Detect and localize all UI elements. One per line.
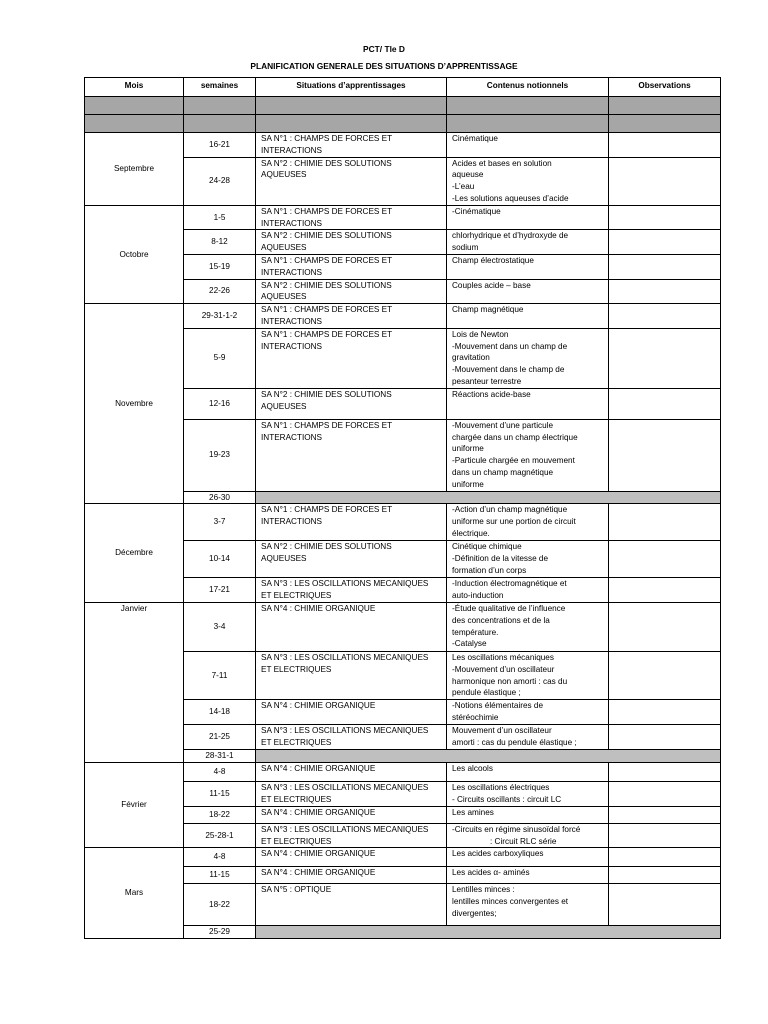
table-row [85, 304, 721, 329]
content-cell [447, 304, 609, 329]
situation-line: INTERACTIONS [261, 341, 322, 351]
situation-line: SA N°4 : CHIMIE ORGANIQUE [261, 849, 376, 859]
content-line: divergentes; [452, 908, 497, 918]
situation-line: ET ELECTRIQUES [261, 737, 332, 747]
holiday-cell [256, 749, 721, 762]
content-cell [447, 205, 609, 230]
weeks-cell: 11-15 [184, 781, 256, 806]
situation-cell [256, 781, 447, 806]
situation-line: SA N°4 : CHIMIE ORGANIQUE [261, 807, 376, 817]
situation-line: INTERACTIONS [261, 145, 322, 155]
content-cell [447, 388, 609, 419]
situation-line: SA N°5 : OPTIQUE [261, 885, 332, 895]
content-line: Les amines [452, 807, 494, 817]
situation-line: SA N°2 : CHIMIE DES SOLUTIONS [261, 542, 392, 552]
content-cell [447, 419, 609, 491]
content-cell [447, 578, 609, 603]
content-line: -Catalyse [452, 639, 487, 649]
content-line: Les acides carboxyliques [452, 849, 544, 859]
content-cell [447, 725, 609, 750]
situation-line: SA N°3 : LES OSCILLATIONS MECANIQUES [261, 824, 429, 834]
situation-line: AQUEUSES [261, 243, 307, 253]
observations-cell [609, 867, 721, 884]
weeks-cell: 4-8 [184, 848, 256, 867]
situation-line: INTERACTIONS [261, 218, 322, 228]
weeks-cell: 14-18 [184, 700, 256, 725]
situation-line: ET ELECTRIQUES [261, 794, 332, 804]
observations-cell [609, 823, 721, 848]
content-cell [447, 504, 609, 541]
observations-cell [609, 205, 721, 230]
content-line: stéréochimie [452, 712, 499, 722]
table-row [85, 602, 721, 651]
content-line: -Particule chargée en mouvement [452, 456, 575, 466]
month-cell: Novembre [85, 304, 184, 504]
content-line: Lentilles minces : [452, 885, 515, 895]
content-line: -L’eau [452, 182, 475, 192]
table-row [85, 848, 721, 867]
content-line: pesanteur terrestre [452, 376, 522, 386]
weeks-cell: 22-26 [184, 279, 256, 304]
observations-cell [609, 578, 721, 603]
weeks-cell: 10-14 [184, 541, 256, 578]
weeks-cell: 18-22 [184, 806, 256, 823]
content-line: -Mouvement d’un oscillateur [452, 664, 555, 674]
weeks-cell: 25-28-1 [184, 823, 256, 848]
content-cell [447, 254, 609, 279]
weeks-cell: 4-8 [184, 762, 256, 781]
content-line: aqueuse [452, 170, 484, 180]
weeks-cell: 11-15 [184, 867, 256, 884]
situation-line: SA N°1 : CHAMPS DE FORCES ET [261, 505, 393, 515]
observations-cell [609, 230, 721, 255]
content-line: pendule élastique ; [452, 688, 521, 698]
header-semaines: semaines [184, 78, 256, 97]
content-cell [447, 230, 609, 255]
content-line: Cinématique [452, 134, 498, 143]
grey-separator-row [85, 97, 721, 115]
content-line: -Action d’un champ magnétique [452, 505, 568, 515]
situation-cell [256, 279, 447, 304]
weeks-cell: 18-22 [184, 884, 256, 926]
weeks-cell: 17-21 [184, 578, 256, 603]
observations-cell [609, 541, 721, 578]
content-line: Champ magnétique [452, 305, 524, 315]
situation-line: INTERACTIONS [261, 267, 322, 277]
weeks-cell: 25-29 [184, 926, 256, 939]
weeks-cell: 3-4 [184, 602, 256, 651]
content-line: amorti : cas du pendule élastique ; [452, 737, 577, 747]
table-row [85, 133, 721, 158]
situation-line: AQUEUSES [261, 170, 307, 180]
content-line: -Définition de la vitesse de [452, 554, 549, 564]
document-subtitle: PLANIFICATION GENERALE DES SITUATIONS D’APPRENTISSAGE [250, 61, 518, 71]
grey-separator-row [85, 115, 721, 133]
content-line: -Notions élémentaires de [452, 701, 544, 711]
situation-line: SA N°1 : CHAMPS DE FORCES ET [261, 206, 393, 216]
content-cell [447, 762, 609, 781]
holiday-cell [256, 926, 721, 939]
observations-cell [609, 304, 721, 329]
header-contenus: Contenus notionnels [447, 78, 609, 97]
observations-cell [609, 388, 721, 419]
weeks-cell: 24-28 [184, 157, 256, 205]
situation-cell [256, 133, 447, 158]
planning-table [84, 77, 721, 939]
situation-cell [256, 602, 447, 651]
situation-cell [256, 806, 447, 823]
situation-cell [256, 867, 447, 884]
situation-cell [256, 762, 447, 781]
situation-line: SA N°2 : CHIMIE DES SOLUTIONS [261, 158, 392, 168]
situation-line: SA N°4 : CHIMIE ORGANIQUE [261, 603, 376, 613]
observations-cell [609, 651, 721, 699]
content-line: -Induction électromagnétique et [452, 579, 567, 589]
table-row [85, 504, 721, 541]
situation-cell [256, 205, 447, 230]
situation-line: SA N°4 : CHIMIE ORGANIQUE [261, 868, 376, 878]
content-line: chargée dans un champ électrique [452, 432, 578, 442]
situation-line: SA N°1 : CHAMPS DE FORCES ET [261, 420, 393, 430]
situation-cell [256, 230, 447, 255]
content-line: Les oscillations électriques [452, 782, 550, 792]
situation-line: SA N°1 : CHAMPS DE FORCES ET [261, 134, 393, 143]
content-line: -Cinématique [452, 206, 501, 216]
content-line: sodium [452, 243, 479, 253]
content-line: auto-induction [452, 591, 504, 601]
content-line: -Mouvement dans le champ de [452, 365, 565, 375]
content-line: Lois de Newton [452, 329, 509, 339]
observations-cell [609, 700, 721, 725]
situation-line: SA N°1 : CHAMPS DE FORCES ET [261, 255, 393, 265]
weeks-cell: 29-31-1-2 [184, 304, 256, 329]
content-line: -Mouvement d’une particule [452, 420, 554, 430]
situation-cell [256, 419, 447, 491]
observations-cell [609, 279, 721, 304]
content-line: dans un champ magnétique [452, 467, 554, 477]
situation-line: AQUEUSES [261, 292, 307, 302]
weeks-cell: 5-9 [184, 328, 256, 388]
content-line: -Les solutions aqueuses d’acide [452, 193, 569, 203]
situation-cell [256, 884, 447, 926]
content-line: électrique. [452, 528, 490, 538]
table-row [85, 762, 721, 781]
situation-line: INTERACTIONS [261, 517, 322, 527]
content-line: uniforme [452, 444, 484, 454]
observations-cell [609, 848, 721, 867]
situation-line: SA N°4 : CHIMIE ORGANIQUE [261, 763, 376, 773]
observations-cell [609, 806, 721, 823]
content-line: formation d’un corps [452, 565, 527, 575]
content-line: Les alcools [452, 763, 493, 773]
weeks-cell: 3-7 [184, 504, 256, 541]
content-cell [447, 541, 609, 578]
month-cell: Septembre [85, 133, 184, 206]
weeks-cell: 15-19 [184, 254, 256, 279]
situation-line: SA N°3 : LES OSCILLATIONS MECANIQUES [261, 726, 429, 736]
content-line: Mouvement d’un oscillateur [452, 726, 552, 736]
content-cell [447, 848, 609, 867]
observations-cell [609, 419, 721, 491]
month-cell: Février [85, 762, 184, 848]
content-line: Champ électrostatique [452, 255, 534, 265]
month-cell: Janvier [85, 602, 184, 762]
content-line: chlorhydrique et d’hydroxyde de [452, 231, 569, 241]
content-line: -Mouvement dans un champ de [452, 341, 568, 351]
observations-cell [609, 328, 721, 388]
weeks-cell: 19-23 [184, 419, 256, 491]
observations-cell [609, 157, 721, 205]
situation-cell [256, 328, 447, 388]
observations-cell [609, 781, 721, 806]
weeks-cell: 21-25 [184, 725, 256, 750]
content-line: - Circuits oscillants : circuit LC [452, 794, 562, 804]
content-cell [447, 651, 609, 699]
month-cell: Décembre [85, 504, 184, 603]
situation-cell [256, 848, 447, 867]
content-line: gravitation [452, 353, 490, 363]
content-line: des concentrations et de la [452, 615, 550, 625]
observations-cell [609, 254, 721, 279]
weeks-cell: 28-31-1 [184, 749, 256, 762]
content-line: Couples acide – base [452, 280, 531, 290]
weeks-cell: 7-11 [184, 651, 256, 699]
situation-cell [256, 157, 447, 205]
document-title: PCT/ Tle D [363, 44, 405, 54]
situation-line: SA N°1 : CHAMPS DE FORCES ET [261, 329, 393, 339]
table-header-row [85, 78, 721, 97]
content-line: Les acides α- aminés [452, 868, 530, 878]
header-observations: Observations [609, 78, 721, 97]
observations-cell [609, 725, 721, 750]
content-cell [447, 806, 609, 823]
weeks-cell: 16-21 [184, 133, 256, 158]
situation-cell [256, 651, 447, 699]
month-cell: Mars [85, 848, 184, 939]
situation-line: SA N°2 : CHIMIE DES SOLUTIONS [261, 280, 392, 290]
situation-line: SA N°3 : LES OSCILLATIONS MECANIQUES [261, 782, 429, 792]
situation-line: AQUEUSES [261, 401, 307, 411]
content-cell [447, 157, 609, 205]
situation-cell [256, 541, 447, 578]
content-cell [447, 133, 609, 158]
situation-line: INTERACTIONS [261, 432, 322, 442]
content-cell [447, 823, 609, 848]
content-cell [447, 700, 609, 725]
content-line: -Circuits en régime sinusoïdal forcé [452, 824, 581, 834]
situation-line: INTERACTIONS [261, 316, 322, 326]
content-line: uniforme [452, 479, 484, 489]
observations-cell [609, 504, 721, 541]
content-line: Cinétique chimique [452, 542, 522, 552]
situation-cell [256, 578, 447, 603]
situation-line: AQUEUSES [261, 554, 307, 564]
situation-line: SA N°2 : CHIMIE DES SOLUTIONS [261, 389, 392, 399]
content-cell [447, 867, 609, 884]
holiday-cell [256, 491, 721, 504]
situation-cell [256, 254, 447, 279]
situation-cell [256, 504, 447, 541]
situation-line: SA N°2 : CHIMIE DES SOLUTIONS [261, 231, 392, 241]
situation-cell [256, 725, 447, 750]
content-line: uniforme sur une portion de circuit [452, 517, 576, 527]
content-line: Réactions acide-base [452, 389, 531, 399]
content-line: Acides et bases en solution [452, 158, 552, 168]
content-cell [447, 328, 609, 388]
weeks-cell: 8-12 [184, 230, 256, 255]
content-cell [447, 279, 609, 304]
situation-cell [256, 823, 447, 848]
situation-cell [256, 304, 447, 329]
content-line: lentilles minces convergentes et [452, 897, 569, 907]
header-situations: Situations d’apprentissages [256, 78, 447, 97]
content-cell [447, 884, 609, 926]
content-line: température. [452, 627, 499, 637]
weeks-cell: 26-30 [184, 491, 256, 504]
content-cell [447, 602, 609, 651]
situation-line: SA N°1 : CHAMPS DE FORCES ET [261, 305, 393, 315]
header-mois: Mois [85, 78, 184, 97]
weeks-cell: 12-16 [184, 388, 256, 419]
content-cell [447, 781, 609, 806]
observations-cell [609, 762, 721, 781]
month-cell: Octobre [85, 205, 184, 303]
situation-line: ET ELECTRIQUES [261, 836, 332, 846]
table-row [85, 205, 721, 230]
situation-line: SA N°3 : LES OSCILLATIONS MECANIQUES [261, 652, 429, 662]
observations-cell [609, 884, 721, 926]
weeks-cell: 1-5 [184, 205, 256, 230]
situation-line: ET ELECTRIQUES [261, 591, 332, 601]
situation-line: SA N°3 : LES OSCILLATIONS MECANIQUES [261, 579, 429, 589]
observations-cell [609, 602, 721, 651]
content-line: -Étude qualitative de l’influence [452, 603, 566, 613]
content-line: Les oscillations mécaniques [452, 652, 554, 662]
content-line: harmonique non amorti : cas du [452, 676, 568, 686]
observations-cell [609, 133, 721, 158]
situation-line: ET ELECTRIQUES [261, 664, 332, 674]
situation-line: SA N°4 : CHIMIE ORGANIQUE [261, 701, 376, 711]
situation-cell [256, 700, 447, 725]
situation-cell [256, 388, 447, 419]
content-line: : Circuit RLC série [490, 836, 557, 846]
